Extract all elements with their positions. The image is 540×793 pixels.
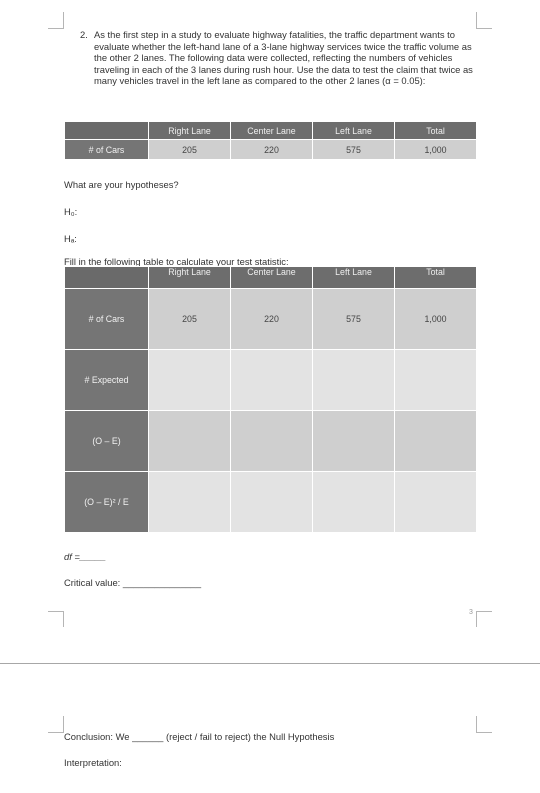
table2-cell-cars-center: 220 — [231, 289, 313, 350]
table1-corner-cell — [65, 122, 149, 140]
question-number: 2. — [80, 29, 88, 40]
corner-mark-bottom-left — [63, 611, 64, 627]
table2-cell-expected-left[interactable] — [313, 350, 395, 411]
table2-cell-cars-left: 575 — [313, 289, 395, 350]
table1-header-right-lane: Right Lane — [149, 122, 231, 140]
calculation-table — [64, 266, 477, 533]
table2-cell-ome-center[interactable] — [231, 411, 313, 472]
table2-cell-ome-right[interactable] — [149, 411, 231, 472]
table2-cell-chi-total[interactable] — [395, 472, 477, 533]
corner-mark-bottom-right-h — [476, 611, 492, 612]
table1-header-total: Total — [395, 122, 477, 140]
table2-row-label-cars: # of Cars — [65, 289, 149, 350]
corner-mark-page2-top-left-h — [48, 732, 64, 733]
table2-cell-expected-total[interactable] — [395, 350, 477, 411]
corner-mark-page2-top-right-h — [476, 732, 492, 733]
null-hypothesis-label: H₀: — [64, 206, 78, 217]
corner-mark-page2-top-left — [63, 716, 64, 732]
corner-mark-top-left — [63, 12, 64, 28]
table2-cell-ome-total[interactable] — [395, 411, 477, 472]
table2-header-center-lane: Center Lane — [231, 267, 313, 289]
table2-cell-ome-left[interactable] — [313, 411, 395, 472]
interpretation-label: Interpretation: — [64, 757, 122, 768]
hypotheses-prompt: What are your hypotheses? — [64, 179, 179, 190]
page-break-divider — [0, 663, 540, 664]
table1-cell-right: 205 — [149, 140, 231, 160]
table1-row-label: # of Cars — [65, 140, 149, 160]
corner-mark-page2-top-right — [476, 716, 477, 732]
table2-row-label-o-minus-e: (O – E) — [65, 411, 149, 472]
table2-cell-chi-left[interactable] — [313, 472, 395, 533]
table1-cell-left: 575 — [313, 140, 395, 160]
table1-cell-total: 1,000 — [395, 140, 477, 160]
conclusion-label: Conclusion: We ______ (reject / fail to reject) the Null Hypothesis — [64, 731, 335, 742]
table2-cell-cars-total: 1,000 — [395, 289, 477, 350]
table2-cell-chi-center[interactable] — [231, 472, 313, 533]
critical-value-label: Critical value: _______________ — [64, 577, 202, 588]
table2-cell-expected-center[interactable] — [231, 350, 313, 411]
fill-table-prompt: Fill in the following table to calculate your test statistic: — [64, 256, 289, 267]
table2-row-label-expected: # Expected — [65, 350, 149, 411]
corner-mark-top-left-h — [48, 28, 64, 29]
table2-cell-expected-right[interactable] — [149, 350, 231, 411]
table2-row-label-chi-term: (O – E)² / E — [65, 472, 149, 533]
table2-header-right-lane: Right Lane — [149, 267, 231, 289]
corner-mark-top-right — [476, 12, 477, 28]
alt-hypothesis-label: Hₐ: — [64, 233, 77, 244]
table2-header-left-lane: Left Lane — [313, 267, 395, 289]
question-text: As the first step in a study to evaluate highway fatalities, the traffic department wants to evaluate whether the left-hand lane of a 3-lane highway services twice the traffic volume as the other 2 lanes. The following data were collected, reflecting the numbers of vehicles traveling in each of the 3 lanes during rush hour. Use the data to test the claim that twice as many vehicles travel in the left lane as compared to the other 2 lanes (α = 0.05): — [94, 29, 473, 87]
table1-cell-center: 220 — [231, 140, 313, 160]
table1-header-center-lane: Center Lane — [231, 122, 313, 140]
degrees-of-freedom-label: df =_____ — [64, 551, 106, 562]
corner-mark-bottom-right — [476, 611, 477, 627]
table2-corner-cell — [65, 267, 149, 289]
page-number: 3 — [469, 609, 473, 616]
data-table — [64, 121, 477, 160]
table2-cell-cars-right: 205 — [149, 289, 231, 350]
table2-header-total: Total — [395, 267, 477, 289]
table1-header-left-lane: Left Lane — [313, 122, 395, 140]
table2-cell-chi-right[interactable] — [149, 472, 231, 533]
corner-mark-bottom-left-h — [48, 611, 64, 612]
